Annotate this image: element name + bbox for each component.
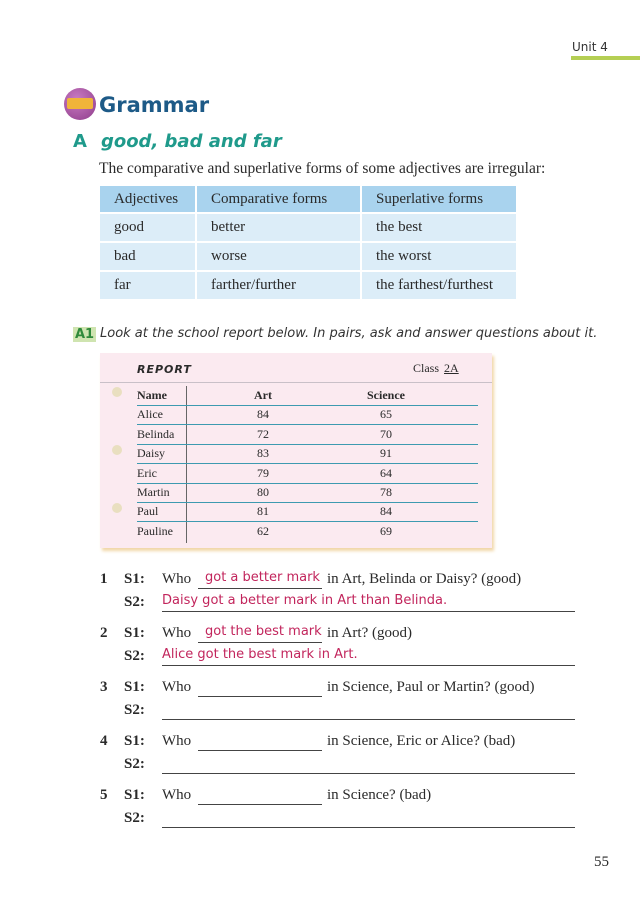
question-number: 5	[100, 787, 108, 803]
table-row	[100, 214, 516, 241]
report-class	[413, 361, 459, 376]
table-cell: the farthest/furthest	[362, 272, 516, 299]
speaker-label: S1:	[124, 571, 145, 587]
question-s1	[100, 571, 580, 591]
report-row: Belinda 72 70	[137, 425, 478, 445]
question-s2	[100, 648, 580, 668]
question-word: Who	[162, 787, 192, 803]
table-cell: the best	[362, 214, 516, 241]
question-s2	[100, 594, 580, 614]
question-word: Who	[162, 679, 192, 695]
answer-blank[interactable]	[198, 679, 322, 697]
answer-blank[interactable]	[198, 571, 322, 589]
table-cell: good	[100, 214, 195, 241]
name-cell: Name	[137, 388, 167, 402]
question-word: Who	[162, 625, 192, 641]
question-s1	[100, 787, 580, 807]
answer-line[interactable]	[162, 810, 575, 828]
speaker-label: S1:	[124, 787, 145, 803]
table-cell: far	[100, 272, 195, 299]
answer-blank[interactable]	[198, 787, 322, 805]
binder-hole	[112, 387, 122, 397]
table-cell: better	[197, 214, 360, 241]
name-cell: Belinda	[137, 426, 175, 441]
question-text: in Science? (bad)	[327, 787, 432, 803]
answer-blank[interactable]	[198, 625, 322, 643]
adjectives-table	[98, 184, 518, 301]
subsection-heading	[73, 131, 282, 152]
name-cell: Alice	[137, 407, 163, 422]
name-cell: Martin	[137, 485, 170, 499]
table-row	[100, 272, 516, 299]
binder-hole	[112, 503, 122, 513]
question-word: Who	[162, 733, 192, 749]
unit-bar	[571, 56, 640, 60]
question-number: 2	[100, 625, 108, 641]
question-s1	[100, 679, 580, 699]
question-text: in Art? (good)	[327, 625, 412, 641]
speaker-label: S2:	[124, 648, 145, 664]
answer-line[interactable]	[162, 756, 575, 774]
exercise-badge: A1	[75, 327, 95, 342]
question-text: in Science, Eric or Alice? (bad)	[327, 733, 516, 749]
name-cell: Eric	[137, 465, 157, 480]
question-s2	[100, 756, 580, 776]
table-cell: Superlative forms	[362, 186, 516, 212]
answer-blank[interactable]	[198, 733, 322, 751]
intro-text: The comparative and superlative forms of some adjectives are irregular:	[99, 160, 546, 177]
class-value: 2A	[444, 361, 459, 375]
question-number: 1	[100, 571, 108, 587]
handwritten-answer: Alice got the best mark in Art.	[162, 647, 358, 662]
name-cell: Pauline	[137, 523, 173, 538]
report-row: Paul 81 84	[137, 502, 478, 522]
report-card	[100, 353, 492, 548]
answer-line[interactable]	[162, 594, 575, 612]
divider	[100, 382, 492, 383]
name-cell: Paul	[137, 504, 159, 519]
subsection-letter: A	[73, 131, 87, 152]
section-title: Grammar	[99, 93, 210, 117]
speaker-label: S2:	[124, 594, 145, 610]
question-number: 3	[100, 679, 108, 695]
question-s1	[100, 733, 580, 753]
table-cell: farther/further	[197, 272, 360, 299]
table-header-row	[100, 186, 516, 212]
handwritten-answer: got a better mark	[205, 570, 320, 585]
speaker-label: S2:	[124, 702, 145, 718]
subsection-title: good, bad and far	[100, 131, 282, 152]
speaker-label: S1:	[124, 679, 145, 695]
name-cell: Daisy	[137, 446, 165, 461]
page-number: 55	[594, 854, 609, 870]
speaker-label: S2:	[124, 810, 145, 826]
question-s1	[100, 625, 580, 645]
unit-label: Unit 4	[572, 40, 608, 54]
report-row: Alice 84 65	[137, 405, 478, 425]
question-s2	[100, 810, 580, 830]
question-text: in Science, Paul or Martin? (good)	[327, 679, 535, 695]
question-word: Who	[162, 571, 192, 587]
binder-hole	[112, 445, 122, 455]
table-cell: worse	[197, 243, 360, 270]
speaker-label: S1:	[124, 625, 145, 641]
question-text: in Art, Belinda or Daisy? (good)	[327, 571, 522, 587]
table-cell: bad	[100, 243, 195, 270]
handwritten-answer: Daisy got a better mark in Art than Belinda.	[162, 593, 448, 608]
question-number: 4	[100, 733, 108, 749]
report-row: Pauline 62 69	[137, 523, 392, 538]
exercise-instruction: Look at the school report below. In pairs, ask and answer questions about it.	[100, 326, 598, 341]
question-s2	[100, 702, 580, 722]
report-title: REPORT	[137, 363, 192, 376]
grammar-icon	[64, 88, 96, 120]
table-cell: Comparative forms	[197, 186, 360, 212]
speaker-label: S1:	[124, 733, 145, 749]
table-row	[100, 243, 516, 270]
speaker-label: S2:	[124, 756, 145, 772]
class-label: Class	[413, 361, 440, 375]
table-cell: Adjectives	[100, 186, 195, 212]
report-row: Martin 80 78	[137, 483, 478, 503]
table-cell: the worst	[362, 243, 516, 270]
report-row: Eric 79 64	[137, 464, 478, 484]
report-row: Daisy 83 91	[137, 444, 478, 464]
handwritten-answer: got the best mark	[205, 624, 322, 639]
report-header-row: Name Art Science	[137, 386, 478, 406]
answer-line[interactable]	[162, 702, 575, 720]
answer-line[interactable]	[162, 648, 575, 666]
